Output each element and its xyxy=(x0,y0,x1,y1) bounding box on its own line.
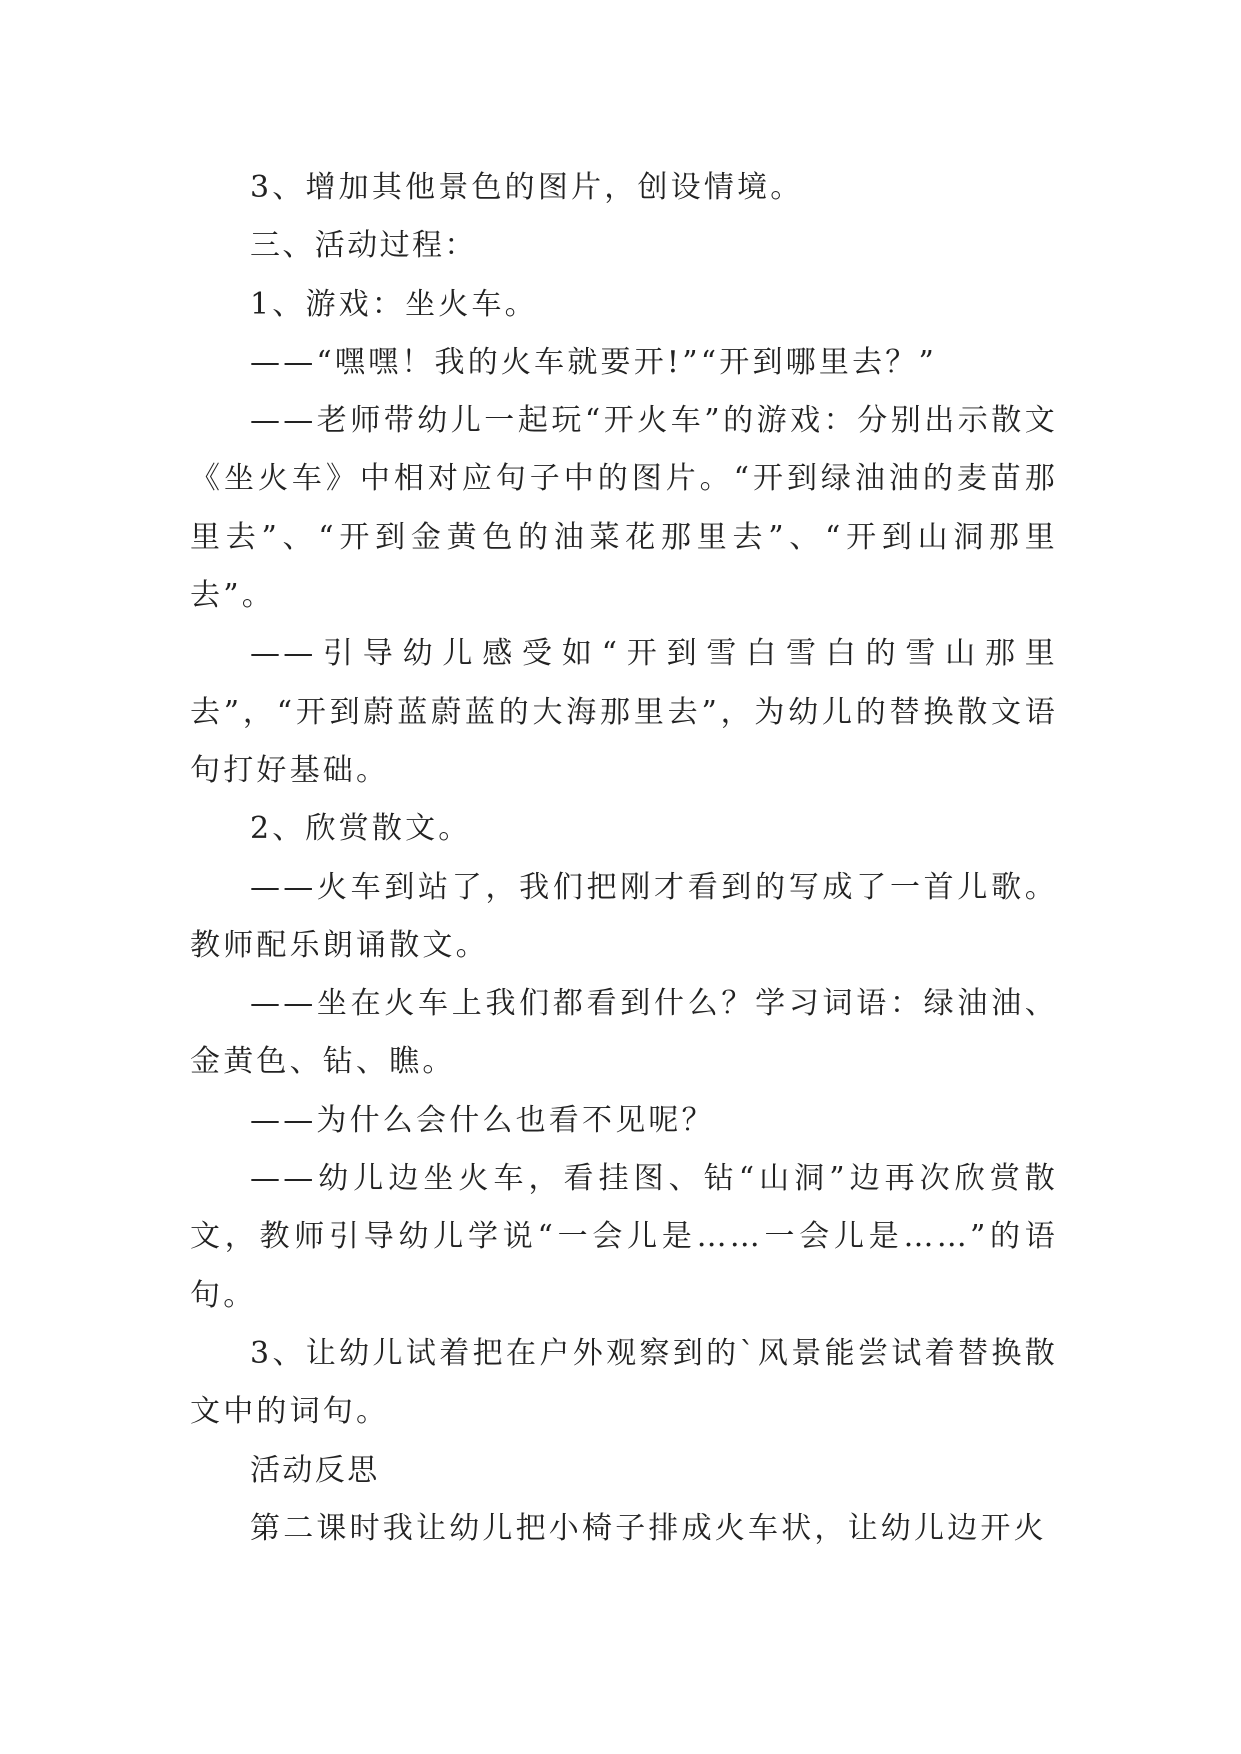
step-heading-appreciate: 2、欣赏散文。 xyxy=(250,811,472,847)
paragraph-chant: ——“嘿嘿！我的火车就要开!”“开到哪里去？” xyxy=(250,344,938,380)
paragraph-second-lesson: 第二课时我让幼儿把小椅子排成火车状，让幼儿边开火 xyxy=(250,1510,1047,1546)
paragraph-prep-pictures: 3、增加其他景色的图片，创设情境。 xyxy=(250,170,804,205)
paragraph-replace-words: 3、让幼儿试着把在户外观察到的`风景能尝试着替换散文中的词句。 xyxy=(190,1335,1058,1430)
paragraph-train-arrives: ——火车到站了，我们把刚才看到的写成了一首儿歌。教师配乐朗诵散文。 xyxy=(190,869,1058,963)
paragraph-guide-feel: ——引导幼儿感受如“开到雪白雪白的雪山那里去”，“开到蔚蓝蔚蓝的大海那里去”，为幼儿的替换散文语句打好基础。 xyxy=(190,636,1058,788)
paragraph-question: ——为什么会什么也看不见呢？ xyxy=(250,1102,715,1138)
paragraph-train-game: ——老师带幼儿一起玩“开火车”的游戏：分别出示散文《坐火车》中相对应句子中的图片。“开到绿油油的麦苗那里去”、“开到金黄色的油菜花那里去”、“开到山洞那里去”。 xyxy=(190,403,1059,614)
section-heading-activity-process: 三、活动过程： xyxy=(250,228,477,264)
step-heading-game: 1、游戏：坐火车。 xyxy=(250,286,538,322)
section-heading-reflection: 活动反思 xyxy=(250,1452,380,1488)
paragraph-vocabulary: ——坐在火车上我们都看到什么？学习词语：绿油油、金黄色、钻、瞧。 xyxy=(190,986,1058,1080)
paragraph-tunnel: ——幼儿边坐火车，看挂图、钻“山洞”边再次欣赏散文，教师引导幼儿学说“一会儿是……一会儿是……”的语句。 xyxy=(190,1161,1058,1313)
document-body xyxy=(190,159,1058,1558)
